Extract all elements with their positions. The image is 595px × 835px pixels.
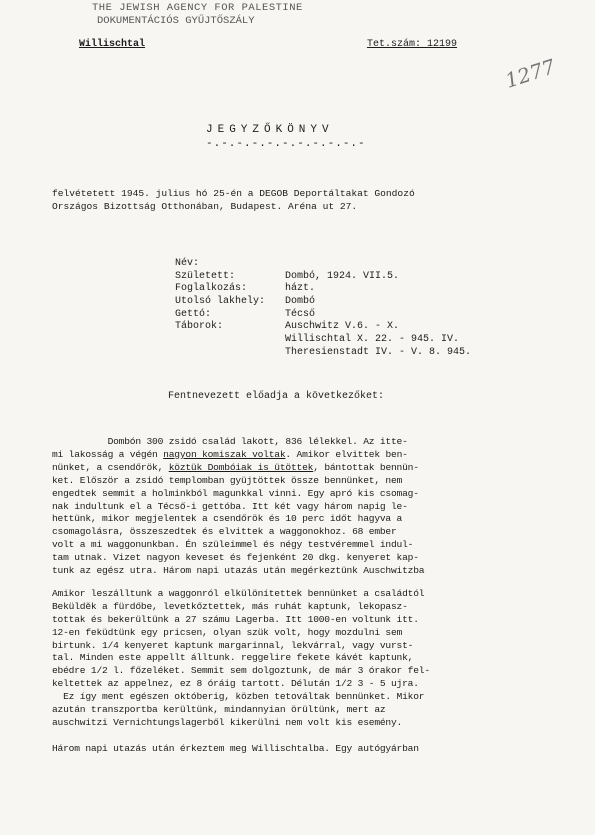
testimony-line <box>52 678 419 689</box>
line-text-end: , bántottak bennün- <box>313 461 419 473</box>
line-text: Ez így ment egészen októberig, közben tetováltak bennünket. Mikor <box>52 691 425 703</box>
handwritten-note-mark <box>500 48 559 96</box>
line-text: azután transzportba kerültünk, mindannyian örültünk, mert az <box>52 704 391 715</box>
line-text: auschwitzi Vernichtungslagerből kikerülni nem volt kis esemény. <box>52 716 403 728</box>
line-text: tottak és bekerültünk a 27 számu Lagerba. Itt 1000-en voltunk itt. <box>52 613 419 625</box>
line-text: 12-en feküdtünk egy pricsen, olyan szük volt, hogy mozdulni sem <box>52 626 403 638</box>
line-text: nünket, a csendőrök, <box>52 461 169 473</box>
testimony-line <box>52 665 430 676</box>
testimony-line <box>52 488 419 499</box>
testimony-line <box>52 652 413 663</box>
line-text: volt a mi waggonunkban. Én szüleimmel és négy testvéremmel indul- <box>52 539 414 551</box>
field-value: házt. <box>285 283 316 294</box>
underlined-text: köztük Dombóiak is ütöttek <box>168 461 314 473</box>
testimony-line <box>52 513 402 524</box>
field-label: Utolsó lakhely: <box>175 296 266 307</box>
archive-number: Tet.szám: 12199 <box>367 39 458 50</box>
line-text: nak indultunk el a Técső-i gettóba. Itt két vagy három napig le- <box>52 500 408 512</box>
title-underline: -.-.-.-.-.-.-.-.-.-.- <box>206 138 366 150</box>
line-text: ket. Először a zsidó templomban gyüjtöttek össze bennünket, nem <box>52 474 403 486</box>
line-text: Bekülděk a fürdőbe, levetkőztettek, más ruhát kaptunk, lekopasz- <box>52 600 408 612</box>
intro-line: Országos Bizottság Otthonában, Budapest. Aréna ut 27. <box>52 201 358 212</box>
field-value: Dombó <box>285 296 316 307</box>
field-value: Dombó, 1924. VII.5. <box>285 271 400 282</box>
testimony-line <box>52 565 424 576</box>
testimony-line <box>52 601 408 612</box>
line-text: engedtek semmit a holminkból magunkkal vinni. Egy apró kis csomag- <box>52 487 419 499</box>
field-label: Táborok: <box>175 321 224 332</box>
testimony-line <box>52 539 413 550</box>
testimony-line <box>52 552 419 563</box>
field-value: Técső <box>285 309 316 320</box>
document-title: JEGYZŐKÖNYV <box>206 124 334 136</box>
testimony-line <box>52 691 424 702</box>
line-text: csomagolásra, összeszedtek és elvittek a waggonokhoz. 68 ember <box>52 526 397 538</box>
handwritten-note: 1277 <box>502 54 559 93</box>
field-value: Theresienstadt IV. - V. 8. 945. <box>285 347 472 358</box>
line-text: Dombón 300 zsidó család lakott, 836 lélekkel. Az itte- <box>52 436 408 447</box>
statement-intro: Fentnevezett előadja a következőket: <box>168 391 385 402</box>
field-value: Willischtal X. 22. - 945. IV. <box>285 334 460 345</box>
line-text: hettünk, mikor megjelentek a csendőrök és 10 perc időt hagyva a <box>52 513 403 525</box>
line-text: tal. Minden este appellt álltunk. reggelire fekete kávét kaptunk, <box>52 652 414 664</box>
archive-stamp-line2: DOKUMENTÁCIÓS GYŰJTŐSZÁLY <box>97 15 255 27</box>
underlined-text: nagyon komiszak voltak <box>163 448 286 460</box>
intro-line: felvétetett 1945. julius hó 25-én a DEGOB Deportáltakat Gondozó <box>52 188 415 199</box>
line-text: tunk az egész utra. Három napi utazás után megérkeztünk Auschwitzba <box>52 565 425 576</box>
line-text: birtunk. 1/4 kenyeret kaptunk margarinnal, lekvárral, vagy vurst- <box>52 639 414 651</box>
testimony-line <box>52 526 397 537</box>
testimony-line <box>52 717 402 728</box>
testimony-line <box>52 475 402 486</box>
testimony-line <box>52 501 408 512</box>
testimony-line <box>52 640 413 651</box>
testimony-line <box>52 614 419 625</box>
camp-location: Willischtal <box>79 39 146 50</box>
testimony-line <box>52 704 391 715</box>
field-label: Foglalkozás: <box>175 283 248 294</box>
testimony-line <box>52 436 408 447</box>
line-text: tam utnak. Vizet nagyon keveset és fejenként 20 dkg. kenyeret kap- <box>52 552 419 564</box>
archive-stamp-line1: THE JEWISH AGENCY FOR PALESTINE <box>92 2 303 14</box>
line-text: Három napi utazás után érkeztem meg Willischtalba. Egy autógyárban <box>52 742 419 754</box>
field-label: Név: <box>175 258 200 269</box>
line-text: keltettek az appelnez, ez 8 óráig tartott. Délután 1/2 3 - 5 ujra. <box>52 678 419 690</box>
line-text-end: . Amikor elvittek ben- <box>285 448 408 460</box>
line-text: ebédre 1/2 l. főzeléket. Semmit sem dolgoztunk, de már 3 órakor fel- <box>52 665 430 677</box>
testimony-line <box>52 743 419 754</box>
line-text: Amikor leszálltunk a waggonról elkülönítettek bennünket a családtól <box>52 587 425 599</box>
testimony-line <box>52 449 408 460</box>
line-text: mi lakosság a végén <box>52 448 164 460</box>
field-value: Auschwitz V.6. - X. <box>285 321 400 332</box>
field-label: Született: <box>175 271 236 282</box>
testimony-line <box>52 588 424 599</box>
field-label: Gettó: <box>175 309 212 320</box>
testimony-line <box>52 627 402 638</box>
testimony-line <box>52 462 419 473</box>
